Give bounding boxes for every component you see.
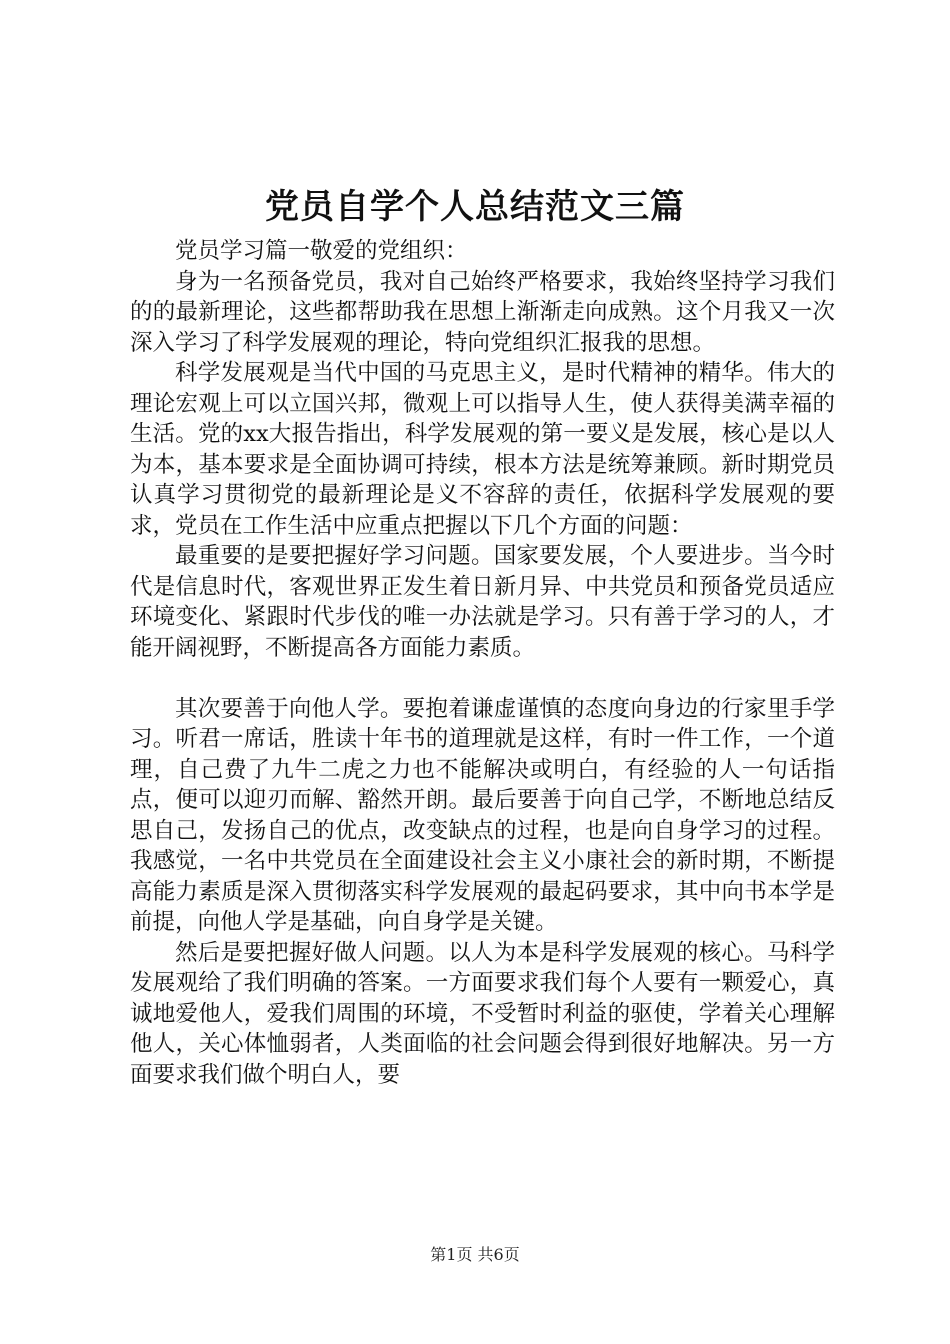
- paragraph-spacer: [130, 663, 835, 694]
- paragraph: 科学发展观是当代中国的马克思主义，是时代精神的精华。伟大的理论宏观上可以立国兴邦，微观上可以指导人生，使人获得美满幸福的生活。党的xx大报告指出，科学发展观的第一要义是发展，核心是以人为本，基本要求是全面协调可持续，根本方法是统筹兼顾。新时期党员认真学习贯彻党的最新理论是义不容辞的责任，依据科学发展观的要求，党员在工作生活中应重点把握以下几个方面的问题：: [130, 360, 835, 539]
- document-title: 党员自学个人总结范文三篇: [265, 187, 685, 227]
- paragraph: 身为一名预备党员，我对自己始终严格要求，我始终坚持学习我们的的最新理论，这些都帮助我在思想上渐渐走向成熟。这个月我又一次深入学习了科学发展观的理论，特向党组织汇报我的思想。: [130, 268, 835, 356]
- paragraph: 最重要的是要把握好学习问题。国家要发展，个人要进步。当今时代是信息时代，客观世界正发生着日新月异、中共党员和预备党员适应环境变化、紧跟时代步伐的唯一办法就是学习。只有善于学习的人，才能开阔视野，不断提高各方面能力素质。: [130, 543, 835, 661]
- paragraph: 然后是要把握好做人问题。以人为本是科学发展观的核心。马科学发展观给了我们明确的答案。一方面要求我们每个人要有一颗爱心，真诚地爱他人，爱我们周围的环境，不受暂时利益的驱使，学着关心理解他人，关心体恤弱者，人类面临的社会问题会得到很好地解决。另一方面要求我们做个明白人，要: [130, 939, 835, 1088]
- document-body: [130, 236, 835, 1090]
- page-number: 第1页 共6页: [430, 1245, 520, 1264]
- paragraph-greeting: 党员学习篇一敬爱的党组织：: [175, 238, 468, 264]
- paragraph: 其次要善于向他人学。要抱着谦虚谨慎的态度向身边的行家里手学习。听君一席话，胜读十年书的道理就是这样，有时一件工作，一个道理，自己费了九牛二虎之力也不能解决或明白，有经验的人一句话指点，便可以迎刃而解、豁然开朗。最后要善于向自己学，不断地总结反思自己，发扬自己的优点，改变缺点的过程，也是向自身学习的过程。我感觉，一名中共党员在全面建设社会主义小康社会的新时期，不断提高能力素质是深入贯彻落实科学发展观的最起码要求，其中向书本学是前提，向他人学是基础，向自身学是关键。: [130, 695, 835, 935]
